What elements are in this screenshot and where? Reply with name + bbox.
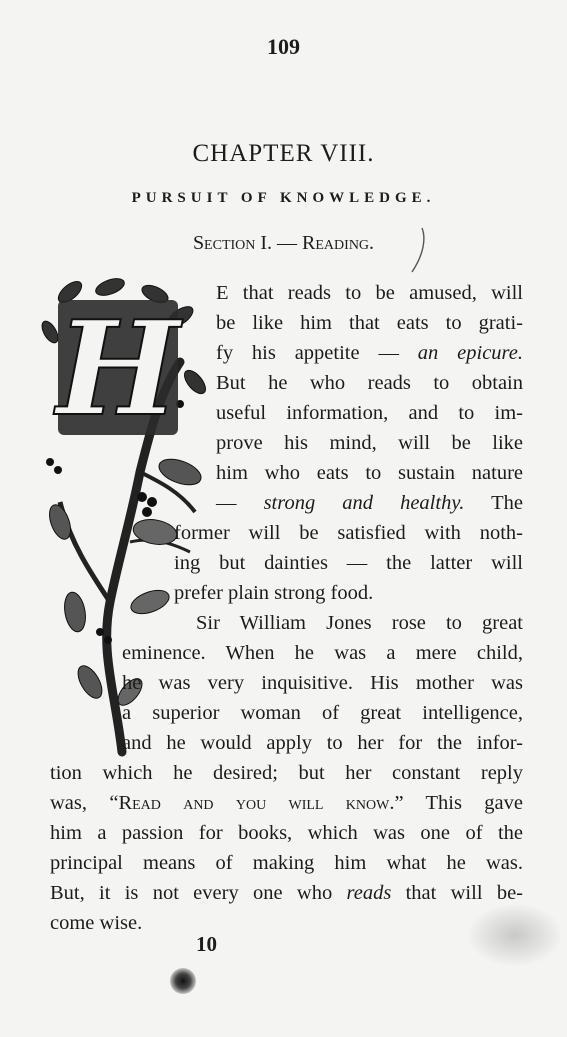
text-segment: he was very inquisitive. His mother was xyxy=(122,672,523,694)
text-line xyxy=(196,613,523,634)
text-line xyxy=(216,343,523,364)
signature-mark: 10 xyxy=(196,932,217,956)
pen-stroke-mark xyxy=(408,226,428,276)
text-line xyxy=(216,403,523,424)
ink-spot xyxy=(170,968,196,994)
text-segment: The xyxy=(464,492,523,514)
text-line xyxy=(174,583,523,604)
text-segment: ” This gave xyxy=(394,792,523,814)
text-line xyxy=(216,493,523,514)
text-segment: prefer plain strong food. xyxy=(174,582,374,604)
text-line xyxy=(122,673,523,694)
text-line xyxy=(50,793,523,814)
text-segment: principal means of making him what he was. xyxy=(50,852,523,874)
page-number: 109 xyxy=(267,34,300,59)
text-segment: was, “ xyxy=(50,792,119,814)
italic-text: strong and healthy. xyxy=(263,492,465,514)
text-line xyxy=(122,703,523,724)
text-segment: former will be satisfied with noth- xyxy=(174,522,523,544)
text-line xyxy=(216,433,523,454)
italic-text: an epicure. xyxy=(417,342,523,364)
text-segment: But, it is not every one who xyxy=(50,882,347,904)
small-caps-text: Read and you will know. xyxy=(118,792,395,814)
text-line xyxy=(216,373,523,394)
text-line xyxy=(216,283,523,304)
text-segment: and he would apply to her for the infor- xyxy=(122,732,523,754)
text-segment: tion which he desired; but her constant reply xyxy=(50,762,523,784)
smudge-mark xyxy=(470,905,560,965)
text-line xyxy=(216,463,523,484)
text-segment: ing but dainties — the latter will xyxy=(174,552,523,574)
text-line xyxy=(122,733,523,754)
text-segment: a superior woman of great intelligence, xyxy=(122,702,523,724)
text-segment: come wise. xyxy=(50,912,143,934)
text-segment: But he who reads to obtain xyxy=(216,372,523,394)
text-line xyxy=(50,853,523,874)
text-segment: be like him that eats to grati- xyxy=(216,312,523,334)
text-segment: prove his mind, will be like xyxy=(216,432,523,454)
text-segment: him who eats to sustain nature xyxy=(216,462,523,484)
text-segment: that will be- xyxy=(391,882,523,904)
drop-cap-letter: H xyxy=(56,292,180,445)
text-line xyxy=(174,553,523,574)
text-segment: eminence. When he was a mere child, xyxy=(122,642,523,664)
section-heading: Section I. — Reading. xyxy=(192,232,375,254)
text-segment: — xyxy=(216,492,264,514)
text-line xyxy=(174,523,523,544)
text-segment: useful information, and to im- xyxy=(216,402,523,424)
text-segment: him a passion for books, which was one of the xyxy=(50,822,523,844)
text-line xyxy=(50,763,523,784)
italic-text: reads xyxy=(346,882,392,904)
text-segment: Sir William Jones rose to great xyxy=(196,612,523,634)
chapter-title: CHAPTER VIII. xyxy=(192,140,375,167)
text-segment: E that reads to be amused, will xyxy=(216,282,523,304)
text-line xyxy=(122,643,523,664)
text-segment: fy his appetite — xyxy=(216,342,418,364)
text-line xyxy=(50,823,523,844)
text-line xyxy=(50,913,523,934)
text-line xyxy=(50,883,523,904)
chapter-subtitle: PURSUIT OF KNOWLEDGE. xyxy=(131,190,436,206)
text-line xyxy=(216,313,523,334)
